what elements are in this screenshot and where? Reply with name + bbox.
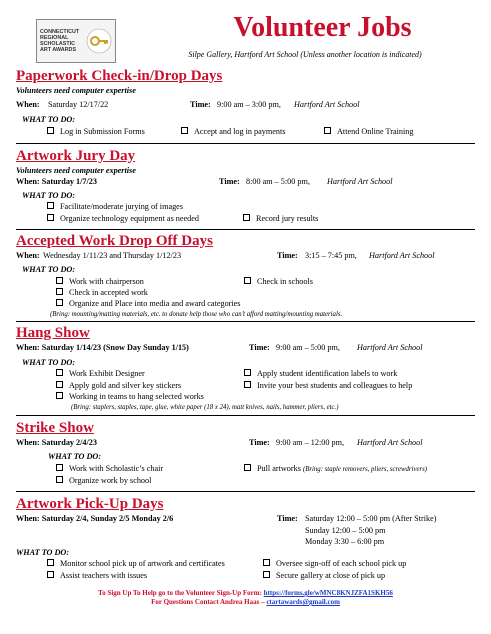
task-item: Log in Submission Forms (47, 127, 145, 137)
footer-signup (0, 589, 491, 598)
task-item: Working in teams to hang selected works (56, 392, 204, 402)
section-title-jury-day: Artwork Jury Day (16, 148, 136, 164)
when-value: When: Saturday 1/7/23 (16, 177, 97, 186)
checkbox-icon (56, 299, 63, 306)
time-value: 9:00 am – 3:00 pm, (217, 100, 281, 109)
logo-line: CONNECTICUT (40, 28, 80, 35)
task-item: Work with Scholastic’s chair (56, 464, 163, 474)
checkbox-icon (244, 381, 251, 388)
checkbox-icon (56, 392, 63, 399)
task-item: Invite your best students and colleagues to help (244, 381, 412, 391)
logo-line: ART AWARDS (40, 47, 77, 54)
time-value: 8:00 am – 5:00 pm, (246, 177, 310, 186)
section-title-pick-up: Artwork Pick-Up Days (16, 496, 164, 512)
section-note: Volunteers need computer expertise (16, 86, 136, 95)
when-value: When: Saturday 1/14/23 (Snow Day Sunday 1/15) (16, 343, 189, 352)
section-divider (16, 491, 475, 492)
time-line: Sunday 12:00 – 5:00 pm (305, 526, 386, 535)
logo-line: SCHOLASTIC (40, 41, 76, 47)
section-note: Volunteers need computer expertise (16, 166, 136, 175)
checkbox-icon (56, 288, 63, 295)
time-value: 9:00 am – 5:00 pm, (276, 343, 340, 352)
bring-note: (Bring: mounting/matting materials, etc. to donate help those who can’t afford matting/mounting materials. (50, 311, 343, 318)
checkbox-icon (56, 369, 63, 376)
location: Hartford Art School (294, 100, 360, 109)
checkbox-icon (47, 202, 54, 209)
page-subtitle: Silpe Gallery, Hartford Art School (Unless another location is indicated) (188, 50, 422, 59)
checkbox-icon (47, 571, 54, 578)
what-to-do-label: WHAT TO DO: (22, 265, 76, 274)
checkbox-icon (181, 127, 188, 134)
time-value: 3:15 – 7:45 pm, (305, 251, 357, 260)
checkbox-icon (47, 559, 54, 566)
time-line: Saturday 12:00 – 5:00 pm (After Strike) (305, 514, 437, 523)
what-to-do-label: WHAT TO DO: (22, 191, 76, 200)
location: Hartford Art School (369, 251, 435, 260)
task-item: Work Exhibit Designer (56, 369, 145, 379)
time-label: Time: (219, 177, 240, 186)
task-item: Organize technology equipment as needed (47, 214, 199, 224)
what-to-do-label: WHAT TO DO: (16, 548, 70, 557)
footer-contact (0, 598, 491, 607)
task-item: Check in schools (244, 277, 313, 287)
when-value: When: Saturday 2/4/23 (16, 438, 97, 447)
checkbox-icon (244, 277, 251, 284)
page-title: Volunteer Jobs (233, 12, 412, 43)
task-item: Monitor school pick up of artwork and certificates (47, 559, 225, 569)
what-to-do-label: WHAT TO DO: (48, 452, 102, 461)
what-to-do-label: WHAT TO DO: (22, 358, 76, 367)
time-value: 9:00 am – 12:00 pm, (276, 438, 344, 447)
time-label: Time: (190, 100, 211, 109)
section-divider (16, 321, 475, 322)
section-divider (16, 229, 475, 230)
checkbox-icon (47, 214, 54, 221)
time-label: Time: (277, 514, 298, 523)
time-label: Time: (277, 251, 298, 260)
when-label: When: (16, 251, 40, 260)
scholastic-logo (36, 19, 116, 63)
location: Hartford Art School (327, 177, 393, 186)
section-title-hang-show: Hang Show (16, 325, 90, 341)
checkbox-icon (56, 464, 63, 471)
task-item: Assist teachers with issues (47, 571, 147, 581)
task-item: Secure gallery at close of pick up (263, 571, 385, 581)
checkbox-icon (244, 369, 251, 376)
checkbox-icon (244, 464, 251, 471)
when-value: Saturday 12/17/22 (48, 100, 109, 109)
task-item: Work with chairperson (56, 277, 144, 287)
time-line: Monday 3:30 – 6:00 pm (305, 537, 385, 546)
task-item: Oversee sign-off of each school pick up (263, 559, 406, 569)
bring-note: (Bring: staple removers, pliers, screwdrivers) (302, 466, 428, 473)
task-item: Facilitate/moderate jurying of images (47, 202, 183, 212)
checkbox-icon (56, 277, 63, 284)
task-item: Pull artworks (Bring: staple removers, pliers, screwdrivers) (244, 464, 427, 475)
section-divider (16, 143, 475, 144)
gold-key-icon (86, 28, 112, 54)
when-label: When: (16, 100, 40, 109)
signup-text: To Sign Up To Help go to the Volunteer Sign-Up Form: (98, 589, 262, 597)
location: Hartford Art School (357, 438, 423, 447)
task-item: Organize and Place into media and award categories (56, 299, 241, 309)
checkbox-icon (243, 214, 250, 221)
section-divider (16, 415, 475, 416)
checkbox-icon (56, 476, 63, 483)
section-title-drop-off: Accepted Work Drop Off Days (16, 233, 213, 249)
location: Hartford Art School (357, 343, 423, 352)
task-item: Record jury results (243, 214, 318, 224)
when-value: When: Saturday 2/4, Sunday 2/5 Monday 2/6 (16, 514, 174, 523)
checkbox-icon (47, 127, 54, 134)
signup-link[interactable]: https://forms.gle/wMNC8KNJZFA1SKH56 (263, 589, 393, 597)
time-label: Time: (249, 343, 270, 352)
section-title-strike-show: Strike Show (16, 420, 94, 436)
checkbox-icon (263, 559, 270, 566)
task-item: Apply student identification labels to work (244, 369, 397, 379)
task-item: Attend Online Training (324, 127, 413, 137)
checkbox-icon (324, 127, 331, 134)
contact-text: For Questions Contact Andrea Haas – (151, 598, 265, 606)
section-title-paperwork: Paperwork Check-in/Drop Days (16, 68, 223, 84)
task-item: Apply gold and silver key stickers (56, 381, 181, 391)
task-item: Check in accepted work (56, 288, 148, 298)
checkbox-icon (56, 381, 63, 388)
logo-text (37, 29, 84, 54)
what-to-do-label: WHAT TO DO: (22, 115, 76, 124)
bring-note: (Bring: staplers, staples, tape, glue, white paper (18 x 24), matt knives, nails, hammer, pliers, etc.) (71, 404, 339, 411)
task-item: Accept and log in payments (181, 127, 285, 137)
logo-line: REGIONAL (40, 34, 69, 41)
time-label: Time: (249, 438, 270, 447)
contact-email-link[interactable]: ctartawards@gmail.com (266, 598, 340, 606)
when-value: Wednesday 1/11/23 and Thursday 1/12/23 (43, 251, 182, 260)
task-item: Organize work by school (56, 476, 151, 486)
checkbox-icon (263, 571, 270, 578)
